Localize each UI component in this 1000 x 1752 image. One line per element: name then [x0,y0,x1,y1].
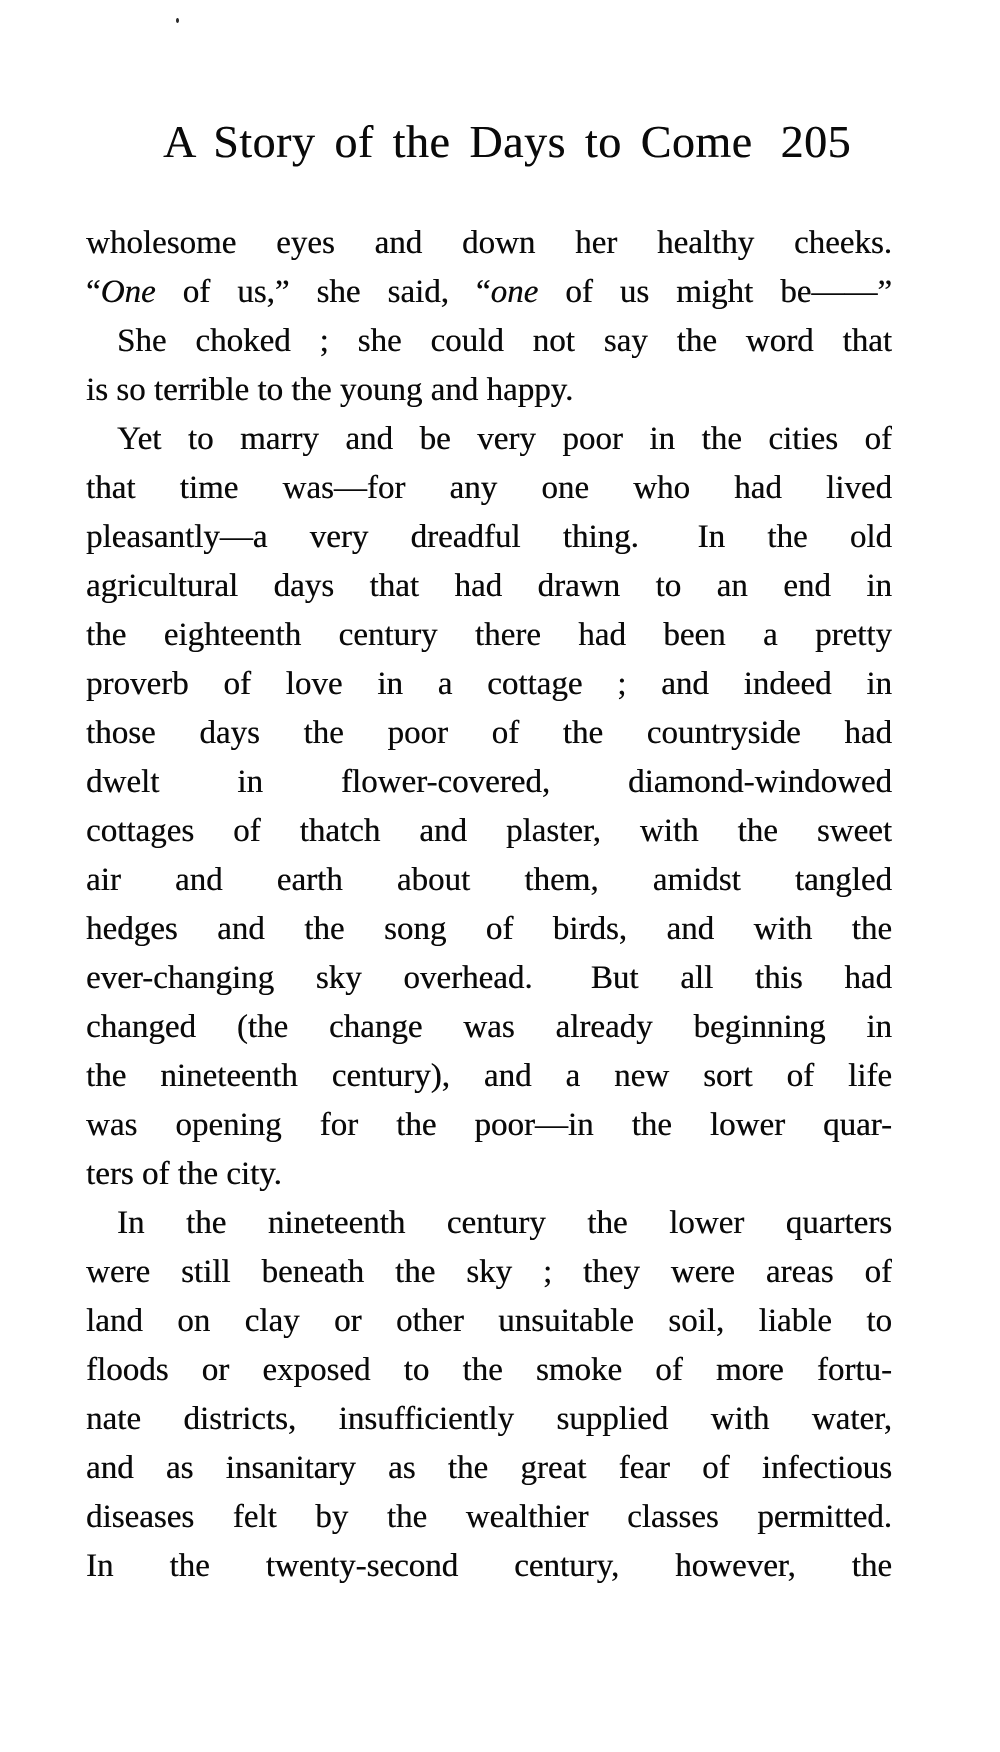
text-line: ters of the city. [86,1156,282,1192]
text-line: the eighteenth century there had been a pretty [86,617,892,653]
text-block [86,219,892,1591]
text-line [86,268,892,317]
italic-word: one [490,274,539,310]
text-line: Yet to marry and be very poor in the cities of [117,421,892,457]
text-segment: “ [86,274,101,310]
text-line: diseases felt by the wealthier classes permitted. [86,1499,892,1535]
text-line: dwelt in flower-covered, diamond-windowed [86,764,892,800]
scan-artifact [176,18,179,23]
text-line: In the twenty-second century, however, the [86,1548,892,1584]
text-line: nate districts, insufficiently supplied with water, [86,1401,892,1437]
text-line: air and earth about them, amidst tangled [86,862,892,898]
paragraph [86,219,892,317]
text-line: pleasantly—a very dreadful thing. In the old [86,519,892,555]
text-line: changed (the change was already beginning in [86,1009,892,1045]
page-number: 205 [780,116,852,167]
text-line: cottages of thatch and plaster, with the sweet [86,813,892,849]
text-segment: of us might be——” [538,274,892,310]
italic-word: One [100,274,156,310]
running-head [0,116,1000,169]
paragraph [86,317,892,415]
text-line: ever-changing sky overhead. But all this had [86,960,892,996]
text-line: was opening for the poor—in the lower quar- [86,1107,892,1143]
text-line: the nineteenth century), and a new sort of life [86,1058,892,1094]
text-line: wholesome eyes and down her healthy cheeks. [86,225,892,261]
text-line: that time was—for any one who had lived [86,470,892,506]
text-line: She choked ; she could not say the word that [117,323,892,359]
text-line: and as insanitary as the great fear of infectious [86,1450,892,1486]
text-line: land on clay or other unsuitable soil, liable to [86,1303,892,1339]
text-line: proverb of love in a cottage ; and indeed in [86,666,892,702]
text-segment: of us,” she said, “ [155,274,491,310]
text-line: those days the poor of the countryside had [86,715,892,751]
paragraph [86,1199,892,1591]
page-title: A Story of the Days to Come [162,116,753,167]
text-line: is so terrible to the young and happy. [86,372,574,408]
text-line: agricultural days that had drawn to an end in [86,568,892,604]
text-line: were still beneath the sky ; they were areas of [86,1254,892,1290]
text-line: hedges and the song of birds, and with the [86,911,892,947]
text-line: floods or exposed to the smoke of more fortu- [86,1352,892,1388]
text-line: In the nineteenth century the lower quarters [117,1205,892,1241]
paragraph [86,415,892,1199]
